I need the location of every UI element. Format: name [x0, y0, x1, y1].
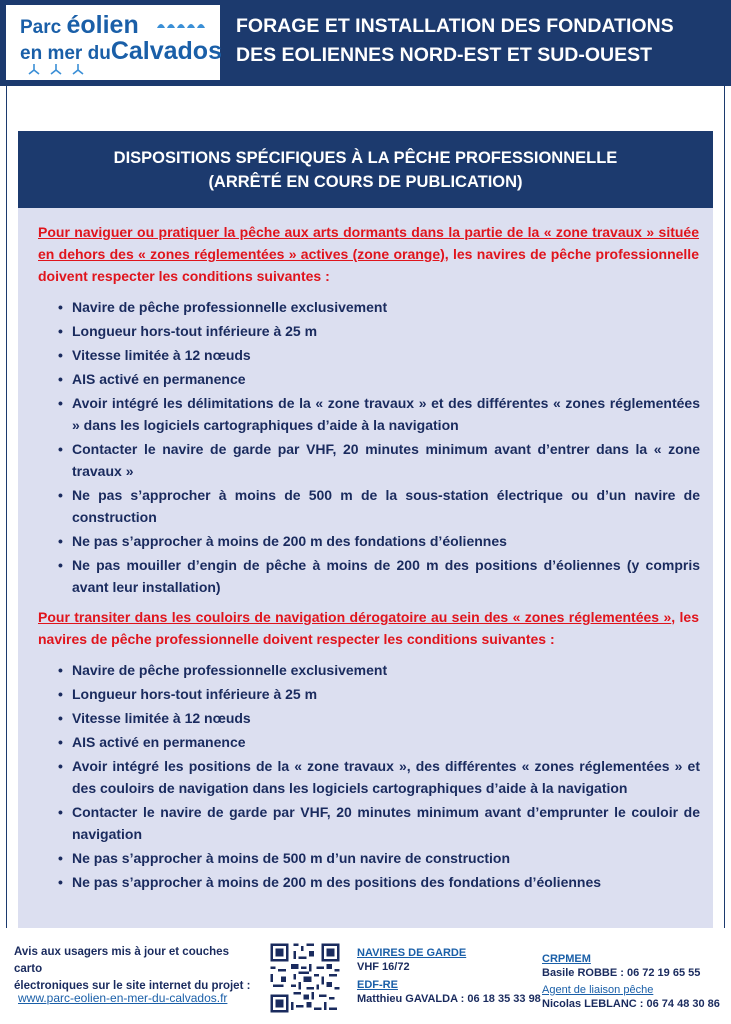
list-item: • Ne pas s’approcher à moins de 200 m des fondations d’éoliennes [58, 530, 700, 552]
list-item: • Navire de pêche professionnelle exclusivement [58, 296, 700, 318]
section1-intro: Pour naviguer ou pratiquer la pêche aux arts dormants dans la partie de la « zone travaux » située en dehors des « zones réglementées » actives (zone orange), les navires de pêche professionnelle doivent respecter les conditions suivantes : [38, 224, 699, 284]
qr-code-icon[interactable] [268, 938, 342, 1018]
list-item: • Vitesse limitée à 12 nœuds [58, 707, 700, 729]
list-item: • Ne pas s’approcher à moins de 500 m d’un navire de construction [58, 847, 700, 869]
list-item: • Vitesse limitée à 12 nœuds [58, 344, 700, 366]
list-item: • Ne pas mouiller d’engin de pêche à moins de 200 m des positions d’éoliennes (y compris avant leur installation) [58, 554, 700, 598]
wind-turbine-icon [26, 63, 96, 77]
list-item: • AIS activé en permanence [58, 731, 700, 753]
list-item: • Avoir intégré les délimitations de la « zone travaux » et des différentes « zones réglementées » dans les logiciels cartographiques d’aide à la navigation [58, 392, 700, 436]
contact-edf-re: EDF-RE Matthieu GAVALDA : 06 18 35 33 98 [357, 979, 541, 1005]
logo-line-2: en mer duCalvados [20, 37, 222, 65]
list-item: • Contacter le navire de garde par VHF, 20 minutes minimum avant d’entrer dans la « zone travaux » [58, 438, 700, 482]
list-item: • Ne pas s’approcher à moins de 500 m de la sous-station électrique ou d’un navire de construction [58, 484, 700, 528]
list-item: • Avoir intégré les positions de la « zone travaux », des différentes « zones réglementées » et des couloirs de navigation dans les logiciels cartographiques d’aide à la navigation [58, 755, 700, 799]
list-item: • Navire de pêche professionnelle exclusivement [58, 659, 700, 681]
section2-conditions-list [58, 659, 700, 895]
list-item: • AIS activé en permanence [58, 368, 700, 390]
wave-icon [156, 17, 208, 31]
header-banner [0, 0, 731, 86]
panel-heading: DISPOSITIONS SPÉCIFIQUES À LA PÊCHE PROFESSIONNELLE (ARRÊTÉ EN COURS DE PUBLICATION) [18, 131, 713, 208]
list-item: • Longueur hors-tout inférieure à 25 m [58, 683, 700, 705]
list-item: • Longueur hors-tout inférieure à 25 m [58, 320, 700, 342]
list-item: • Contacter le navire de garde par VHF, 20 minutes minimum avant d’emprunter le couloir de navigation [58, 801, 700, 845]
contact-agent-liaison-peche: Agent de liaison pêche Nicolas LEBLANC : 06 74 48 30 86 [542, 984, 720, 1010]
contact-navires-de-garde: NAVIRES DE GARDE VHF 16/72 [357, 947, 467, 973]
logo[interactable] [6, 5, 220, 80]
logo-line-1: Parc éolien [20, 11, 139, 39]
footer-notice: Avis aux usagers mis à jour et couches carto électroniques sur le site internet du projet : [14, 946, 251, 992]
project-website-link[interactable]: www.parc-eolien-en-mer-du-calvados.fr [18, 991, 228, 1005]
section2-intro: Pour transiter dans les couloirs de navigation dérogatoire au sein des « zones réglementées », les navires de pêche professionnelle doivent respecter les conditions suivantes : [38, 609, 700, 647]
list-item: • Ne pas s’approcher à moins de 200 m des positions des fondations d’éoliennes [58, 871, 700, 893]
header-title: FORAGE ET INSTALLATION DES FONDATIONS DES EOLIENNES NORD-EST ET SUD-OUEST [236, 15, 674, 66]
contact-crpmem: CRPMEM Basile ROBBE : 06 72 19 65 55 [542, 953, 701, 979]
section1-conditions-list [58, 296, 700, 600]
footer [0, 928, 731, 1024]
